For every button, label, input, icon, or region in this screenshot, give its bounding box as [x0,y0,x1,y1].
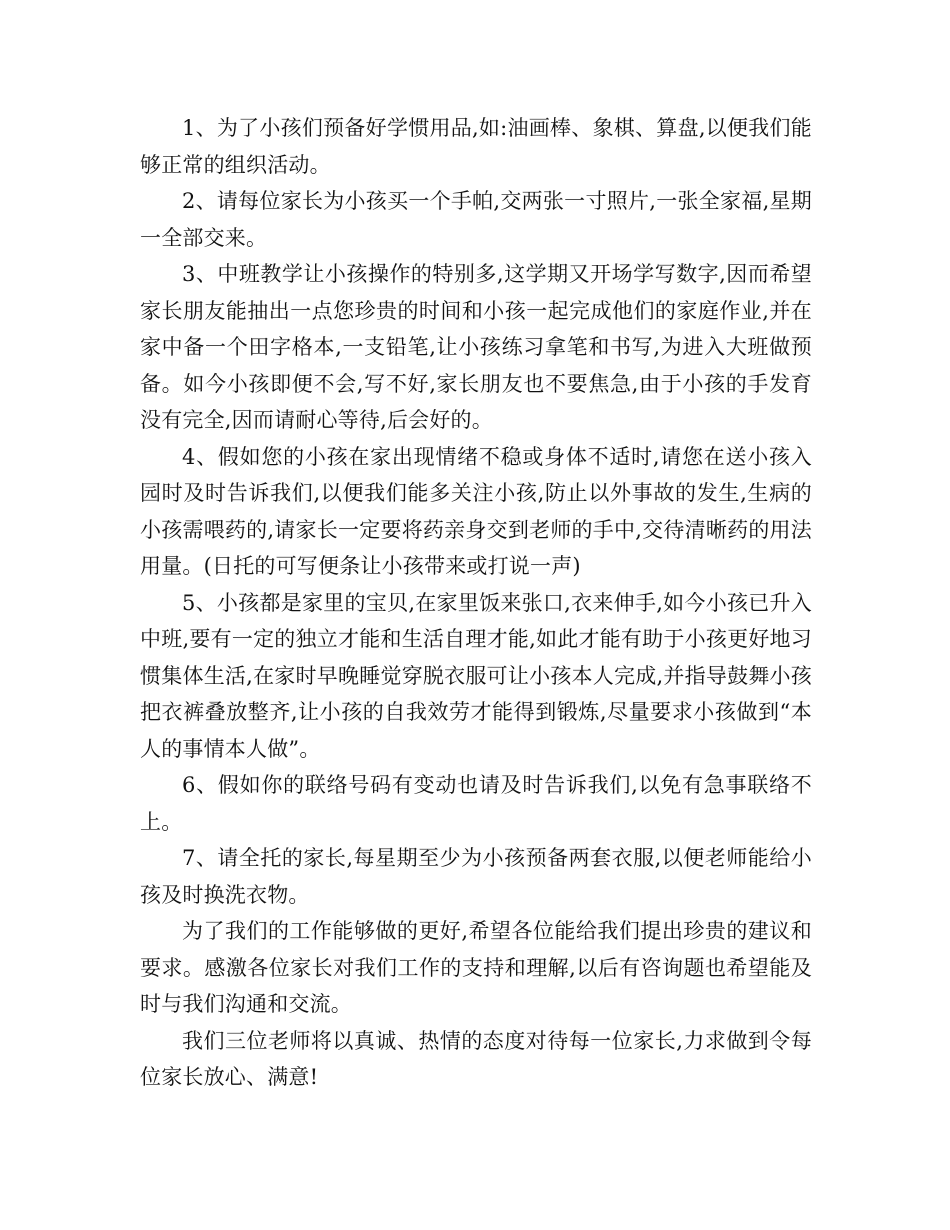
item-6-paragraph: 6、假如你的联络号码有变动也请及时告诉我们,以免有急事联络不上。 [140,773,812,834]
closing-request-paragraph: 为了我们的工作能够做的更好,希望各位能给我们提出珍贵的建议和要求。感激各位家长对我们工作的支持和理解,以后有咨询题也希望能及时与我们沟通和交流。 [140,919,812,1016]
item-4-paragraph: 4、假如您的小孩在家出现情绪不稳或身体不适时,请您在送小孩入园时及时告诉我们,以便我们能多关注小孩,防止以外事故的发生,生病的小孩需喂药的,请家长一定要将药亲身交到老师的手中,交待清晰药的用法用量。(日托的可写便条让小孩带来或打说一声) [140,444,812,578]
item-5-paragraph: 5、小孩都是家里的宝贝,在家里饭来张口,衣来伸手,如今小孩已升入中班,要有一定的独立才能和生活自理才能,如此才能有助于小孩更好地习惯集体生活,在家时早晚睡觉穿脱衣服可让小孩本人完成,并指导鼓舞小孩把衣裤叠放整齐,让小孩的自我效劳才能得到锻炼,尽量要求小孩做到“本人的事情本人做”。 [140,590,812,761]
document-page [140,110,812,1096]
item-2-paragraph: 2、请每位家长为小孩买一个手帕,交两张一寸照片,一张全家福,星期一全部交来。 [140,189,812,250]
item-1-paragraph: 1、为了小孩们预备好学惯用品,如:油画棒、象棋、算盘,以便我们能够正常的组织活动。 [140,116,812,177]
item-3-paragraph: 3、中班教学让小孩操作的特别多,这学期又开场学写数字,因而希望家长朋友能抽出一点您珍贵的时间和小孩一起完成他们的家庭作业,并在家中备一个田字格本,一支铅笔,让小孩练习拿笔和书写,为进入大班做预备。如今小孩即便不会,写不好,家长朋友也不要焦急,由于小孩的手发育没有完全,因而请耐心等待,后会好的。 [140,262,812,432]
closing-promise-paragraph: 我们三位老师将以真诚、热情的态度对待每一位家长,力求做到令每位家长放心、满意! [140,1028,812,1089]
item-7-paragraph: 7、请全托的家长,每星期至少为小孩预备两套衣服,以便老师能给小孩及时换洗衣物。 [140,846,812,907]
